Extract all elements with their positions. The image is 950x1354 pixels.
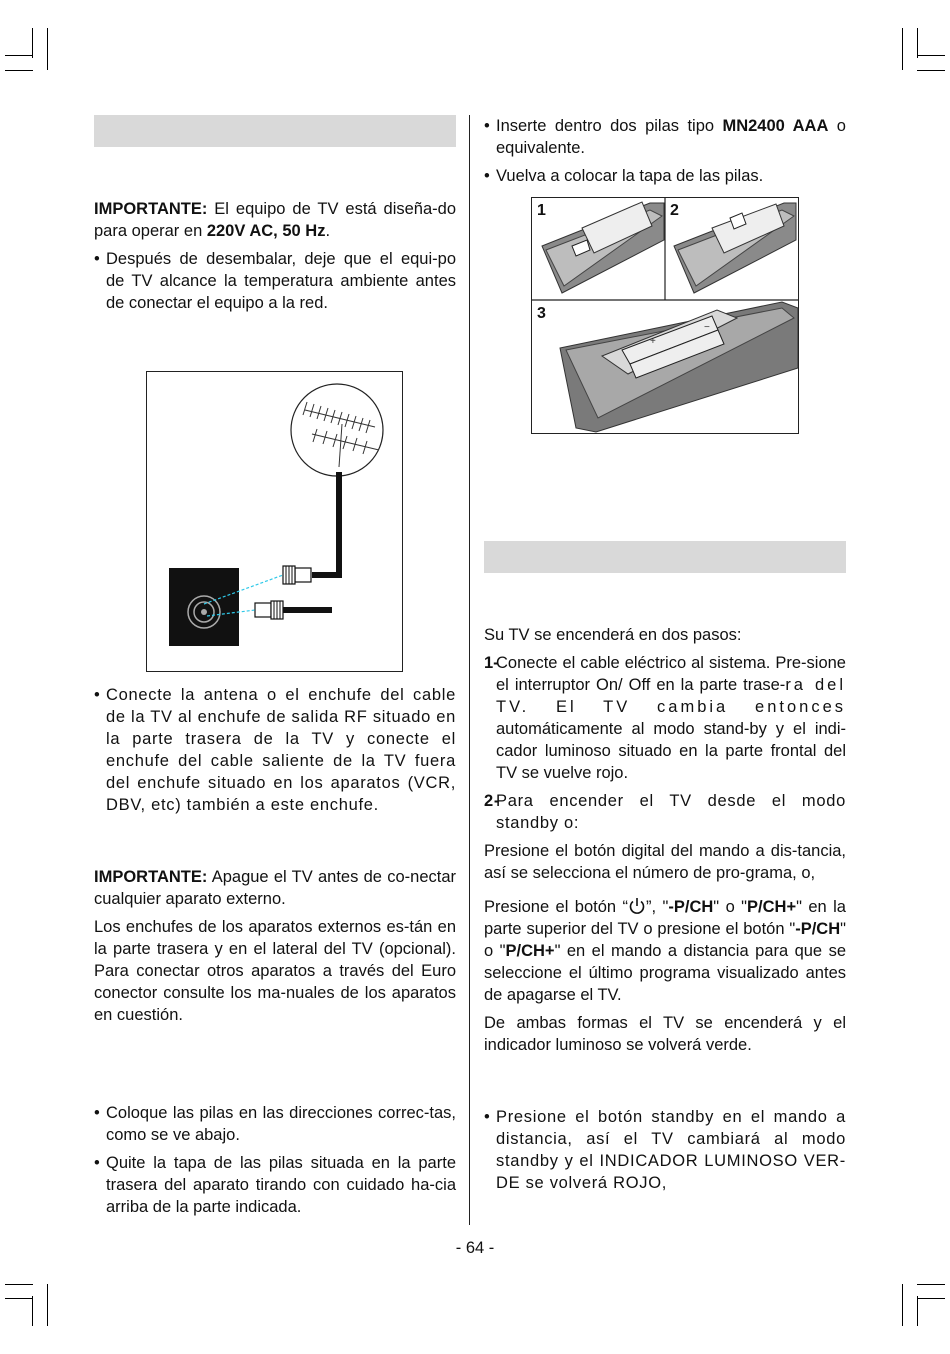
bullet-antena <box>94 684 456 816</box>
battery-type: MN2400 AAA <box>722 117 829 135</box>
bullet-dot: • <box>94 686 101 704</box>
bullet-coloque <box>94 1102 456 1146</box>
step-text: Para encender el TV desde el modo standby o: <box>496 792 846 832</box>
bullet-text: Vuelva a colocar la tapa de las pilas. <box>496 167 764 185</box>
section-header-bar <box>484 541 846 573</box>
battery-diagram <box>532 198 798 433</box>
paragraph-text: ”, " <box>646 898 669 916</box>
crop-mark <box>32 28 33 58</box>
crop-mark <box>902 28 903 70</box>
bullet-dot: • <box>484 167 490 185</box>
importante-apague <box>94 866 456 910</box>
column-divider <box>469 115 470 1225</box>
bullet-text: Después de desembalar, deje que el equi-po de TV alcance la temperatura ambiente antes de conectar el equipo a la red. <box>106 250 456 312</box>
enchufes-paragraph: Los enchufes de los aparatos externos es-tán en la parte trasera y en el lateral del TV (opcional). Para conectar otros aparatos a través del Euro conector consulte los ma-nuales de los aparatos en cuestión. <box>94 918 456 1024</box>
punctuation: . <box>325 222 331 240</box>
importante-text: Apague el TV antes de co-nectar cualquier aparato externo. <box>94 868 456 908</box>
pch-minus-label: -P/CH <box>795 920 841 938</box>
importante-label: IMPORTANTE: <box>94 868 208 886</box>
power-icon <box>628 897 646 915</box>
remote-lift-cover-icon <box>674 203 796 293</box>
crop-mark <box>917 70 945 71</box>
remote-open-cover-icon <box>542 202 664 293</box>
battery-install-figure <box>531 197 799 434</box>
crop-mark <box>5 1298 33 1299</box>
voltage-value: 220V AC, 50 Hz <box>206 222 326 240</box>
bullet-dot: • <box>94 1154 100 1172</box>
crop-mark <box>47 28 48 70</box>
step-text: automáticamente al modo stand-by y el indi-cador luminoso situado en la parte frontal del TV se vuelve rojo. <box>496 720 846 782</box>
step-number: 1- <box>484 654 499 672</box>
crop-mark <box>902 1284 903 1326</box>
remote-batteries-icon <box>560 302 798 432</box>
bullet-inserte <box>484 115 846 159</box>
bullet-dot: • <box>94 250 100 268</box>
crop-mark <box>917 1298 945 1299</box>
paragraph-text: " o " <box>484 920 846 960</box>
pch-minus-label: -P/CH <box>668 898 714 916</box>
svg-text:−: − <box>704 322 710 333</box>
step-1 <box>484 652 846 784</box>
bullet-text: Inserte dentro dos pilas tipo <box>496 117 723 135</box>
tv-rf-socket <box>169 568 239 646</box>
paragraph-text: " en el mando a distancia para que se seleccione el último programa visualizado antes de apagarse el TV. <box>484 942 846 1004</box>
step-number: 2- <box>484 792 501 810</box>
bullet-standby <box>484 1106 846 1194</box>
importante-text: El equipo de TV está diseña-do para operar en <box>94 200 456 240</box>
rf-plug-bottom <box>255 601 332 619</box>
encendido-intro: Su TV se encenderá en dos pasos: <box>484 626 742 644</box>
bullet-dot: • <box>484 117 490 135</box>
presione-boton <box>484 896 846 1006</box>
figure-label-2: 2 <box>670 202 679 219</box>
bullet-text: Quite la tapa de las pilas situada en la parte trasera del aparato tirando con cuidado ha-cia arriba de la parte indicada. <box>106 1154 456 1216</box>
rf-plug-top <box>283 566 311 584</box>
step-text: ra del TV. El TV cambia entonces <box>496 676 846 716</box>
left-column <box>94 115 456 1218</box>
figure-label-3: 3 <box>537 305 546 322</box>
pch-plus-label: P/CH+ <box>747 898 797 916</box>
section-header-bar <box>94 115 456 147</box>
bullet-text: o equivalente. <box>496 117 846 157</box>
antenna-connection-figure <box>146 371 403 672</box>
bullet-quite <box>94 1152 456 1218</box>
crop-mark <box>917 1296 918 1326</box>
bullet-text: Coloque las pilas en las direcciones correc-tas, como se ve abajo. <box>106 1104 456 1144</box>
antenna-diagram <box>147 372 402 671</box>
bullet-text: Presione el botón standby en el mando a distancia, así el TV cambiará al modo standby y el INDICADOR LUMINOSO VER-DE se volverá ROJO, <box>496 1108 846 1192</box>
bullet-text: Conecte la antena o el enchufe del cable de la TV al enchufe de salida RF situado en la parte trasera de la TV y conecte el enchufe del cable saliente de la TV fuera del enchufe situado en los aparatos (VCR, DBV, etc) también a este enchufe. <box>106 686 456 814</box>
crop-mark <box>917 28 918 58</box>
paragraph-text: " o " <box>713 898 748 916</box>
crop-mark <box>47 1284 48 1326</box>
ambas-formas: De ambas formas el TV se encenderá y el indicador luminoso se volverá verde. <box>484 1014 846 1054</box>
presione-digital: Presione el botón digital del mando a dis-tancia, así se selecciona el número de pro-grama, o, <box>484 842 846 882</box>
bullet-desembalar <box>94 248 456 314</box>
bullet-dot: • <box>94 1104 100 1122</box>
svg-text:+: + <box>650 336 656 347</box>
page-number: - 64 - <box>455 1239 495 1257</box>
paragraph-text: " en la parte superior del TV o presione el botón " <box>484 898 846 938</box>
pch-plus-label: P/CH+ <box>505 942 555 960</box>
crop-mark <box>32 1296 33 1326</box>
importante-voltage <box>94 198 456 242</box>
antenna-icon <box>291 384 383 476</box>
antenna-cable <box>312 472 339 575</box>
crop-mark <box>917 55 945 56</box>
paragraph-text: Presione el botón “ <box>484 898 629 916</box>
right-column <box>484 115 846 1194</box>
crop-mark <box>5 1284 33 1285</box>
importante-label: IMPORTANTE: <box>94 200 208 218</box>
step-text: Conecte el cable eléctrico al sistema. Pre-sione el interruptor On/ Off en la parte trase- <box>496 654 846 694</box>
figure-label-1: 1 <box>537 202 546 219</box>
bullet-dot: • <box>484 1108 491 1126</box>
step-2 <box>484 790 846 834</box>
crop-mark <box>917 1284 945 1285</box>
crop-mark <box>5 55 33 56</box>
bullet-vuelva <box>484 165 846 187</box>
crop-mark <box>5 70 33 71</box>
